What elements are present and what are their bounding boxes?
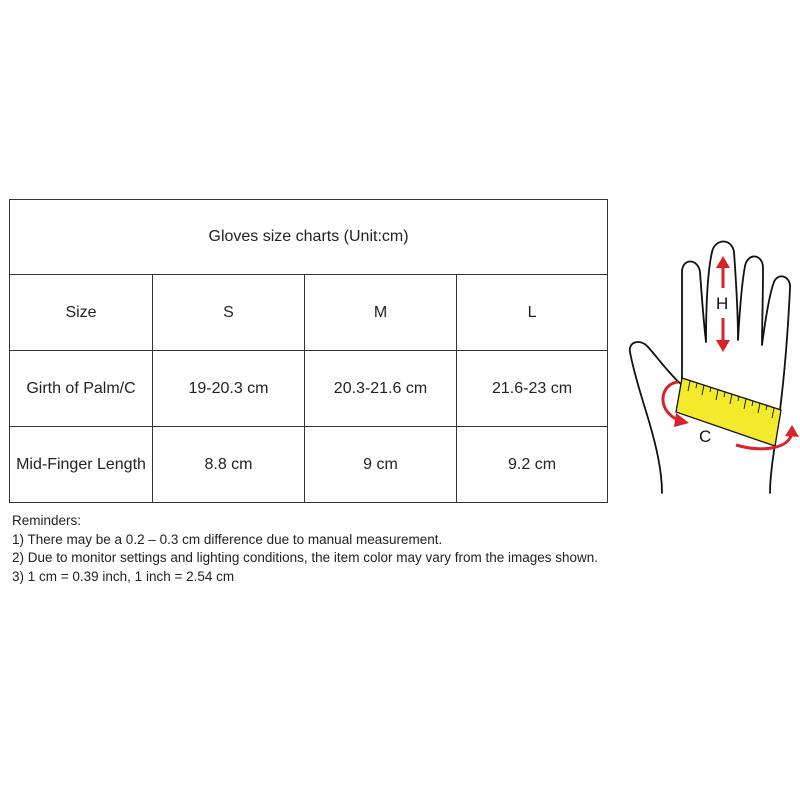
table-cell: 21.6-23 cm bbox=[457, 351, 608, 427]
table-row bbox=[10, 427, 608, 503]
reminders-heading: Reminders: bbox=[12, 513, 82, 528]
reminder-item: 1) There may be a 0.2 – 0.3 cm difference due to manual measurement. bbox=[12, 531, 443, 547]
table-header-row bbox=[10, 275, 608, 351]
header-size: Size bbox=[10, 275, 153, 351]
table-cell: 9 cm bbox=[305, 427, 457, 503]
table-title: Gloves size charts (Unit:cm) bbox=[10, 200, 608, 275]
table-title-row bbox=[10, 200, 608, 275]
table-cell: 8.8 cm bbox=[153, 427, 305, 503]
table-row bbox=[10, 351, 608, 427]
table-cell: 20.3-21.6 cm bbox=[305, 351, 457, 427]
reminders-section bbox=[12, 512, 602, 586]
table-cell: 19-20.3 cm bbox=[153, 351, 305, 427]
row-label-palm-girth: Girth of Palm/C bbox=[10, 351, 153, 427]
header-m: M bbox=[305, 275, 457, 351]
table-cell: 9.2 cm bbox=[457, 427, 608, 503]
hand-outline bbox=[630, 242, 790, 494]
header-s: S bbox=[153, 275, 305, 351]
measuring-tape bbox=[676, 378, 781, 446]
hand-measurement-illustration bbox=[620, 235, 800, 500]
row-label-finger-length: Mid-Finger Length bbox=[10, 427, 153, 503]
header-l: L bbox=[457, 275, 608, 351]
size-chart-table bbox=[9, 199, 608, 503]
reminder-item: 3) 1 cm = 0.39 inch, 1 inch = 2.54 cm bbox=[12, 568, 235, 584]
height-label: H bbox=[716, 294, 729, 313]
circumference-label: C bbox=[699, 427, 712, 446]
reminder-item: 2) Due to monitor settings and lighting conditions, the item color may vary from the images shown. bbox=[12, 550, 599, 565]
